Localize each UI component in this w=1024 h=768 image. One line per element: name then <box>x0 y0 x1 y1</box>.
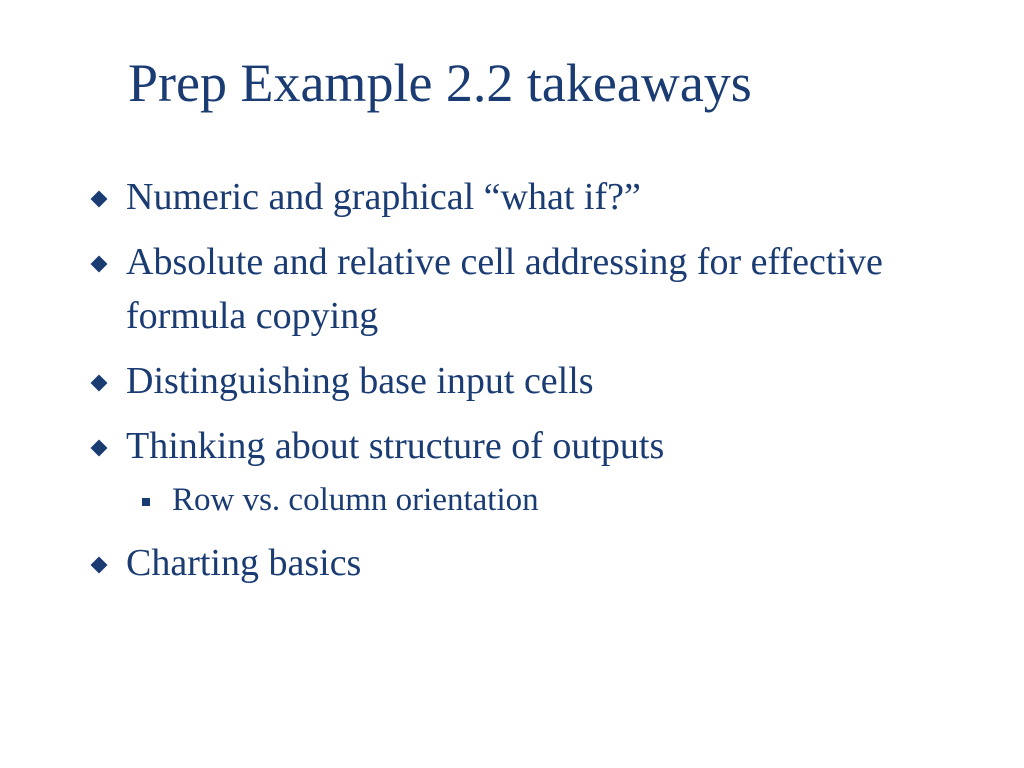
bullet-text: Thinking about structure of outputs <box>126 425 665 467</box>
bullet-text: Distinguishing base input cells <box>126 360 594 402</box>
sub-bullet-text: Row vs. column orientation <box>172 482 539 518</box>
diamond-bullet-icon <box>91 375 108 392</box>
slide-title: Prep Example 2.2 takeaways <box>128 53 752 113</box>
square-bullet-icon <box>142 498 150 506</box>
diamond-bullet-icon <box>91 440 108 457</box>
bullet-text: Charting basics <box>126 542 362 584</box>
bullet-item <box>90 536 970 590</box>
diamond-bullet-icon <box>91 557 108 574</box>
sub-bullet-item <box>90 480 970 520</box>
diamond-bullet-icon <box>91 256 108 273</box>
bullet-item <box>90 170 970 224</box>
bullet-item <box>90 235 970 343</box>
bullet-text: Numeric and graphical “what if?” <box>126 176 641 218</box>
diamond-bullet-icon <box>91 191 108 208</box>
bullet-list <box>90 170 970 601</box>
bullet-item <box>90 419 970 473</box>
bullet-text: Absolute and relative cell addressing for effective formula copying <box>126 241 883 337</box>
bullet-item <box>90 354 970 408</box>
